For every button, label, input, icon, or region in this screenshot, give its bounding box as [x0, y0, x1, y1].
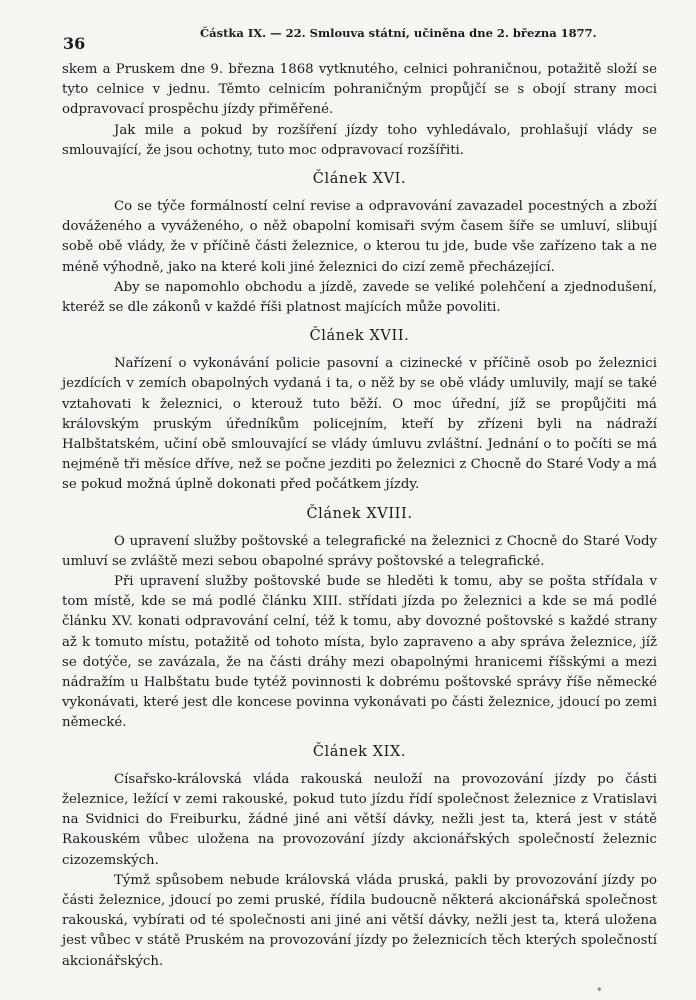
- article-paragraph: Nařízení o vykonávání policie pasovní a cizinecké v příčině osob po železnici jezdících v zemích obapolných vydaná i ta, o něž by se obě vlády umluvily, mají se také vztahovati k železnici, o kterouž tuto běží. O moc úřední, jíž se propůjčiti má královským pruským úředníkům policejním, kteří by zřízeni byli na nádraží Halbštatském, učiní obě smlouvající se vlády úmluvu zvláštní. Jednání o to počíti se má nejméně tři měsíce dříve, než se počne jezditi po železnici z Chocně do Staré Vody a má se pokud možná úplně dokonati před počátkem jízdy.: [62, 356, 657, 493]
- article-paragraph: Týmž spůsobem nebude královská vláda pruská, pakli by provozování jízdy po části železnice, jdoucí po zemi pruské, řídila budoucně některá akcionářská společnost rakouská, vybírati od té společnosti ani jiné ani větší dávky, nežli jest ta, která uložena jest vůbec v státě Pruském na provozování jízdy po železnicích těch kterých společností akcionářských.: [62, 872, 657, 969]
- article-heading: Článek XIX.: [312, 743, 407, 760]
- article-paragraph: Při upravení služby poštovské bude se hleděti k tomu, aby se pošta střídala v tom místě, kde se má podlé článku XIII. střídati jízda po železnici a kde se má podlé článku XV. konati odpravování celní, též k tomu, aby dovozné poštovské s každé strany až k tomuto místu, potažitě od tohoto místa, bylo zapraveno a aby správa železnice, jíž se dotýče, se zavázala, že na části dráhy mezi obapolnými hranicemi říšskými a mezi nádražím u Halbštatu bude tytéž povinnosti k dobrému poštovské správy říše německé vykonávati, které jest dle koncese povinna vykonávati po části železnice, jdoucí po zemi německé.: [62, 574, 657, 731]
- article-paragraph: Císařsko-královská vláda rakouská neuloží na provozování jízdy po části železnice, ležící v zemi rakouské, pokud tuto jízdu řídí společnost železnice z Vratislavi na Svidnici do Freiburku, žádné jiné ani větší dávky, nežli jest ta, která jest v státě Rakouském vůbec uložena na provozování jízdy akcionářských společností železnic cizozemských.: [62, 771, 657, 868]
- article-heading: Článek XVII.: [309, 328, 410, 345]
- article-paragraph: Aby se napomohlo obchodu a jízdě, zavede se veliké polehčení a zjednodušení, kteréž se dle zákonů v každé říši platnost majících může povoliti.: [62, 279, 657, 316]
- running-head: Částka IX. — 22. Smlouva státní, učiněna dne 2. března 1877.: [200, 26, 597, 40]
- intro-paragraph: Jak mile a pokud by rozšíření jízdy toho vyhledávalo, prohlašují vlády se smlouvající, že jsou ochotny, tuto moc odpravovací rozšířiti.: [62, 122, 657, 158]
- body-text: [62, 60, 657, 972]
- page-number: 36: [63, 34, 86, 53]
- article-paragraph: O upravení služby poštovské a telegrafické na železnici z Chocně do Staré Vody umluví se zvláště mezi sebou obapolné správy poštovské a telegrafické.: [62, 533, 657, 569]
- article-heading: Článek XVI.: [312, 171, 407, 188]
- footer-mark: *: [597, 987, 602, 997]
- article-heading: Článek XVIII.: [306, 505, 413, 522]
- article-paragraph: Co se týče formálností celní revise a odpravování zavazadel pocestných a zboží dováženého a vyváženého, o něž obapolní komisaři svým časem šíře se umluví, slibují sobě obě vlády, že v příčině části železnice, o kterou tu jde, bude vše zařízeno tak a ne méně výhodně, jako na které koli jiné železnici do cizí země přecházející.: [62, 199, 657, 275]
- intro-paragraph: skem a Pruskem dne 9. března 1868 vytknutého, celnici pohraničnou, potažitě složí se tyto celnice v jednu. Těmto celnicím pohraničným propůjčí se s obojí strany moci odpravovací prospěchu jízdy přiměřené.: [62, 62, 657, 118]
